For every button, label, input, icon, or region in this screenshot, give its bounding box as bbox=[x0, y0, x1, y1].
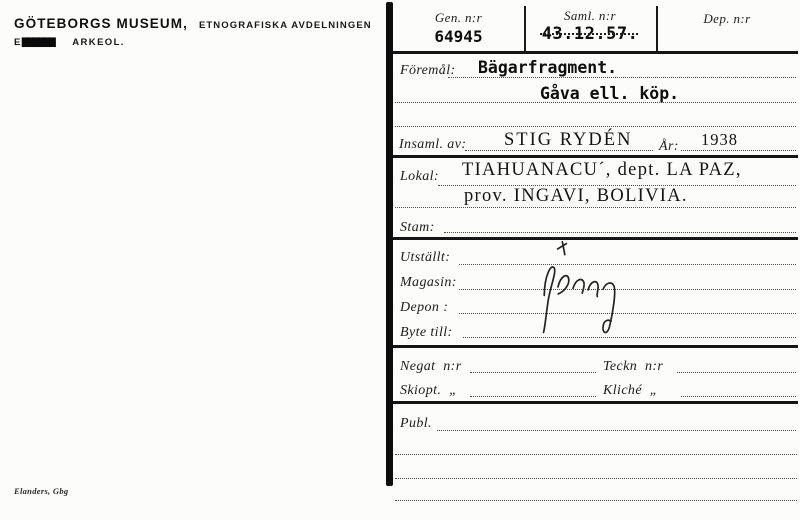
lokal-value-line1: TIAHUANACU´, dept. LA PAZ, bbox=[462, 160, 742, 180]
saml-nr-label: Saml. n:r bbox=[564, 8, 616, 23]
skiopt-rule bbox=[470, 396, 596, 397]
insaml-bottom-rule bbox=[393, 155, 798, 158]
skiopt-bottom-rule bbox=[393, 401, 798, 404]
negat-nr-label: Negat n:r bbox=[400, 359, 462, 374]
kliche-rule bbox=[681, 396, 796, 397]
byte-bottom-rule bbox=[393, 345, 798, 348]
depon-label: Depon : bbox=[400, 300, 449, 315]
publ-rule-3 bbox=[395, 478, 797, 479]
printer-mark: Elanders, Gbg bbox=[14, 486, 69, 496]
skiopt-label: Skiopt. „ bbox=[400, 383, 458, 398]
teckn-rule bbox=[677, 372, 796, 373]
publ-rule-2 bbox=[395, 454, 797, 455]
ar-label: År: bbox=[659, 139, 679, 154]
redacted-text: ██████ bbox=[21, 38, 55, 48]
magasin-label: Magasin: bbox=[400, 275, 457, 290]
ar-rule bbox=[681, 150, 796, 151]
stam-label: Stam: bbox=[400, 220, 435, 235]
kliche-label: Kliché „ bbox=[603, 383, 658, 398]
insaml-label: Insaml. av: bbox=[399, 137, 467, 152]
insaml-rule bbox=[465, 150, 653, 151]
publ-rule-1 bbox=[437, 430, 796, 431]
foremal-value-line1: Bägarfragment. bbox=[478, 58, 618, 77]
saml-nr-strikethrough bbox=[540, 33, 638, 35]
insaml-value: STIG RYDÉN bbox=[504, 130, 633, 150]
dep-nr-label: Dep. n:r bbox=[703, 11, 751, 26]
foremal-rule-1 bbox=[448, 77, 796, 78]
lokal-value-line2: prov. INGAVI, BOLIVIA. bbox=[464, 186, 688, 206]
lokal-rule-2 bbox=[395, 207, 796, 208]
museum-name: GÖTEBORGS MUSEUM, bbox=[14, 16, 188, 31]
header-bottom-rule bbox=[393, 51, 798, 54]
saml-nr-value: 43.12.57. bbox=[541, 24, 639, 44]
lokal-label: Lokal: bbox=[400, 169, 439, 184]
stam-rule bbox=[444, 232, 796, 233]
blank-rule-1 bbox=[395, 126, 796, 127]
negat-rule bbox=[470, 372, 596, 373]
publ-rule-4 bbox=[395, 500, 797, 501]
teckn-nr-label: Teckn n:r bbox=[603, 359, 664, 374]
handwritten-annotation bbox=[528, 238, 643, 338]
foremal-rule-2 bbox=[395, 102, 796, 103]
ar-value: 1938 bbox=[701, 130, 738, 149]
arkeol-label: ARKEOL. bbox=[72, 37, 125, 48]
gen-nr-label: Gen. n:r bbox=[434, 10, 483, 25]
publ-label: Publ. bbox=[400, 416, 432, 431]
foremal-value-line2: Gåva ell. köp. bbox=[540, 84, 680, 103]
gen-nr-value: 64945 bbox=[434, 27, 483, 46]
letterhead bbox=[14, 15, 372, 33]
redacted-prefix: E bbox=[14, 37, 22, 48]
foremal-label: Föremål: bbox=[400, 63, 456, 78]
byte-till-label: Byte till: bbox=[400, 325, 453, 340]
utstallt-label: Utställt: bbox=[400, 250, 451, 265]
letterhead-line2 bbox=[14, 32, 125, 50]
vertical-divider-bar bbox=[386, 2, 393, 486]
department-name: ETNOGRAFISKA AVDELNINGEN bbox=[198, 20, 372, 31]
